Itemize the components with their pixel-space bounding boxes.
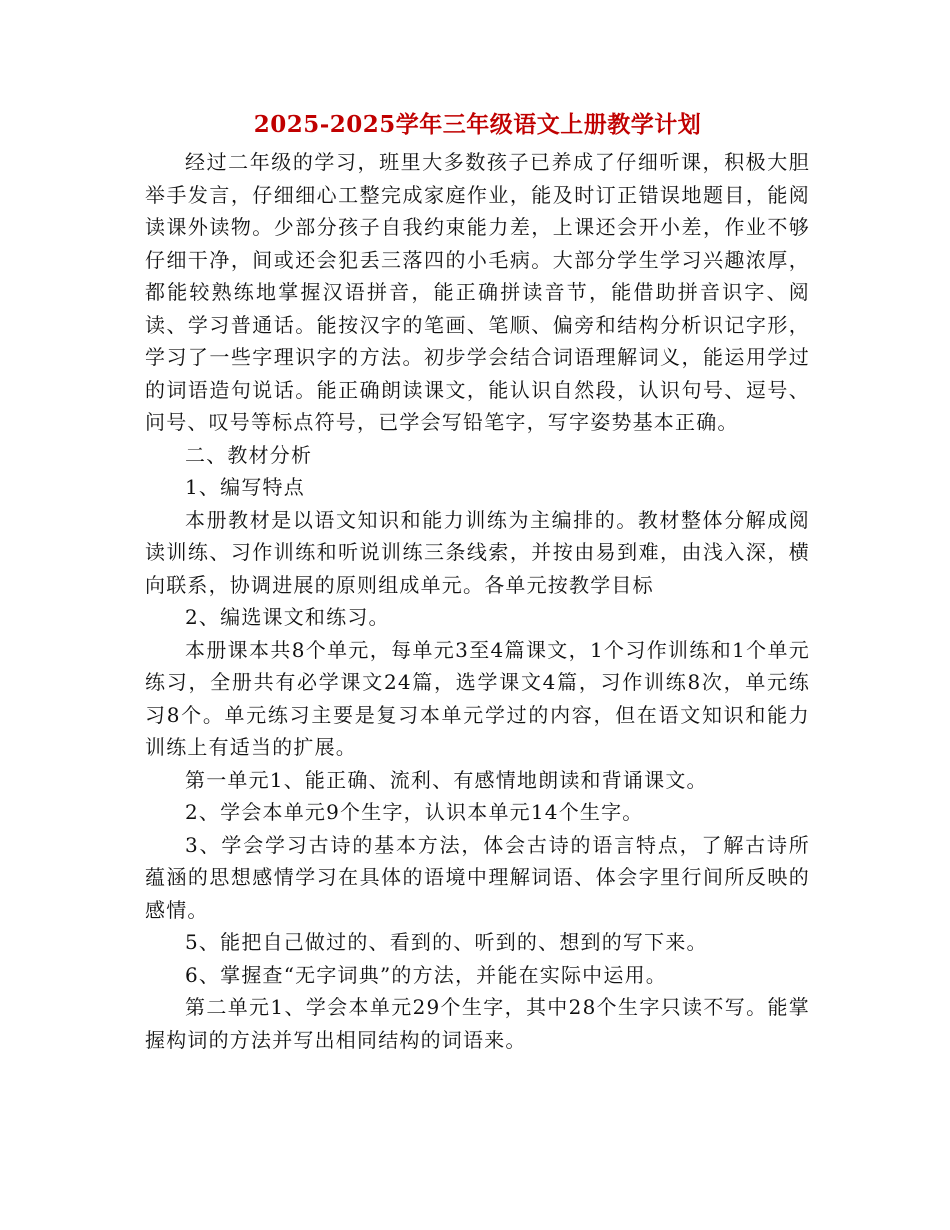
unit-one-goal-6: 6、掌握查“无字词典”的方法，并能在实际中运用。 (185, 962, 667, 987)
document-title: 2025-2025学年三年级语文上册教学计划 (253, 111, 702, 138)
writing-features-paragraph: 本册教材是以语文知识和能力训练为主编排的。教材整体分解成阅读训练、习作训练和听说训练三条线索，并按由易到难，由浅入深，横向联系，协调进展的原则组成单元。各单元按教学目标 (145, 507, 810, 597)
subheading-writing-features: 1、编写特点 (185, 475, 305, 499)
intro-paragraph: 经过二年级的学习，班里大多数孩子已养成了仔细听课，积极大胆举手发言，仔细细心工整完成家庭作业，能及时订正错误地题目，能阅读课外读物。少部分孩子自我约束能力差，上课还会开小差，作业不够仔细干净，间或还会犯丢三落四的小毛病。大部分学生学习兴趣浓厚，都能较熟练地掌握汉语拼音，能正确拼读音节，能借助拼音识字、阅读、学习普通话。能按汉字的笔画、笔顺、偏旁和结构分析识记字形，学习了一些字理识字的方法。初步学会结合词语理解词义，能运用学过的词语造句说话。能正确朗读课文，能认识自然段，认识句号、逗号、问号、叹号等标点符号，已学会写铅笔字，写字姿势基本正确。 (145, 150, 810, 434)
unit-one-goal-5: 5、能把自己做过的、看到的、听到的、想到的写下来。 (185, 930, 708, 954)
document-page (145, 108, 810, 1056)
subheading-selected-texts: 2、编选课文和练习。 (185, 605, 390, 629)
unit-one-goal-2: 2、学会本单元9个生字，认识本单元14个生字。 (185, 800, 644, 824)
unit-one-goal-3: 3、学会学习古诗的基本方法，体会古诗的语言特点，了解古诗所蕴涵的思想感情学习在具体的语境中理解词语、体会字里行间所反映的感情。 (145, 832, 810, 922)
section-heading-textbook-analysis: 二、教材分析 (185, 442, 313, 467)
unit-one-goal-1: 第一单元1、能正确、流利、有感情地朗读和背诵课文。 (185, 767, 708, 792)
selected-texts-paragraph: 本册课本共8个单元，每单元3至4篇课文，1个习作训练和1个单元练习，全册共有必学课文24篇，选学课文4篇，习作训练8次，单元练习8个。单元练习主要是复习本单元学过的内容，但在语文知识和能力训练上有适当的扩展。 (145, 637, 810, 759)
unit-two-goal-1: 第二单元1、学会本单元29个生字，其中28个生字只读不写。能掌握构词的方法并写出相同结构的词语来。 (145, 995, 810, 1052)
